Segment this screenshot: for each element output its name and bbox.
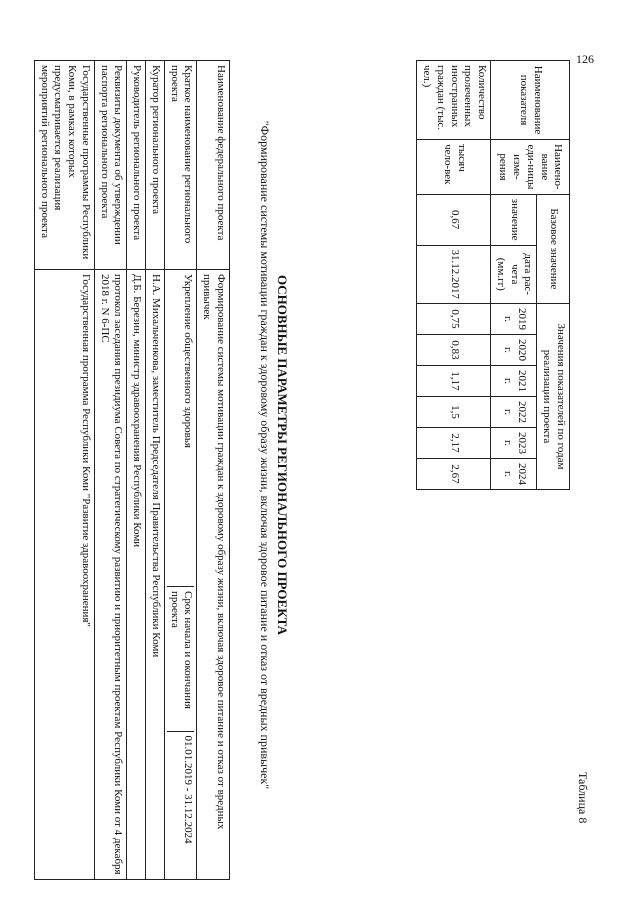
row-value: протокол заседания президиума Совета по стратегическому развитию и приоритетным проектам Республики Коми от 4 декабря 2018 г. N 6-ПС bbox=[95, 270, 128, 880]
row-label: Государственные программы Республики Коми, в рамках которых предусматривается реализация мероприятий регионального проекта bbox=[35, 61, 95, 270]
section-subtitle: "Формирование системы мотивации граждан к здоровому образу жизни, включая здоровое питание и отказ от вредных привычек" bbox=[258, 120, 272, 790]
page-number: 126 bbox=[576, 52, 594, 66]
table-row bbox=[165, 61, 198, 880]
section-title: ОСНОВНЫЕ ПАРАМЕТРЫ РЕГИОНАЛЬНОГО ПРОЕКТА bbox=[275, 274, 290, 636]
cell-2023: 2,17 bbox=[417, 428, 491, 459]
table-row bbox=[95, 61, 128, 880]
cell-2022: 1,5 bbox=[417, 397, 491, 428]
header-calc-date: дата рас-чета (мм.гг) bbox=[491, 245, 537, 304]
row-value: Государственная программа Республики Коми "Развитие здравоохранения" bbox=[35, 270, 95, 880]
cell-2020: 0,83 bbox=[417, 335, 491, 366]
header-year: 2020 г. bbox=[491, 335, 537, 366]
table-row bbox=[146, 61, 165, 880]
cell-value: 0,67 bbox=[417, 194, 491, 245]
header-unit: Наимено-вание еди-ницы изме-рения bbox=[491, 140, 570, 195]
row-value-group bbox=[165, 270, 198, 880]
row-label: Реквизиты документа об утверждении паспорта регионального проекта bbox=[95, 61, 128, 270]
indicators-table bbox=[417, 60, 571, 490]
cell-unit: тысяч чело-век bbox=[417, 140, 491, 195]
table-header-row bbox=[537, 61, 570, 490]
short-name-value: Укрепление общественного здоровья bbox=[167, 274, 195, 587]
cell-2019: 0,75 bbox=[417, 304, 491, 335]
cell-2024: 2,67 bbox=[417, 459, 491, 490]
cell-indicator: Количество пролеченных иностранных граждан (тыс. чел.) bbox=[417, 61, 491, 140]
header-value: значение bbox=[491, 194, 537, 245]
cell-2021: 1,17 bbox=[417, 366, 491, 397]
term-label: Срок начала и окончания проекта bbox=[167, 587, 195, 732]
header-year: 2024 г. bbox=[491, 459, 537, 490]
table-number-label: Таблица 8 bbox=[576, 772, 590, 824]
header-year: 2022 г. bbox=[491, 397, 537, 428]
row-label: Краткое наименование регионального проекта bbox=[165, 61, 198, 270]
term-value: 01.01.2019 - 31.12.2024 bbox=[182, 735, 195, 844]
short-name-and-term bbox=[167, 274, 195, 875]
table-row bbox=[127, 61, 146, 880]
table-row bbox=[197, 61, 230, 880]
table-row bbox=[35, 61, 95, 880]
row-value: Д.Б. Березин, министр здравоохранения Республики Коми bbox=[127, 270, 146, 880]
project-parameters-table bbox=[34, 60, 230, 880]
header-indicator: Наименование показателя bbox=[491, 61, 570, 140]
table-row bbox=[417, 61, 491, 490]
row-label: Руководитель регионального проекта bbox=[127, 61, 146, 270]
cell-date: 31.12.2017 bbox=[417, 245, 491, 304]
header-year: 2019 г. bbox=[491, 304, 537, 335]
row-label: Наименование федерального проекта bbox=[197, 61, 230, 270]
row-value: Н.А. Михальченкова, заместитель Председателя Правительства Республики Коми bbox=[146, 270, 165, 880]
row-value: Формирование системы мотивации граждан к здоровому образу жизни, включая здоровое питание и отказ от вредных привычек bbox=[197, 270, 230, 880]
header-year: 2023 г. bbox=[491, 428, 537, 459]
rotated-page-content bbox=[20, 30, 620, 880]
header-by-year: Значения показателей по годам реализации проекта bbox=[537, 304, 570, 490]
header-base: Базовое значение bbox=[537, 194, 570, 303]
header-year: 2021 г. bbox=[491, 366, 537, 397]
row-label: Куратор регионального проекта bbox=[146, 61, 165, 270]
